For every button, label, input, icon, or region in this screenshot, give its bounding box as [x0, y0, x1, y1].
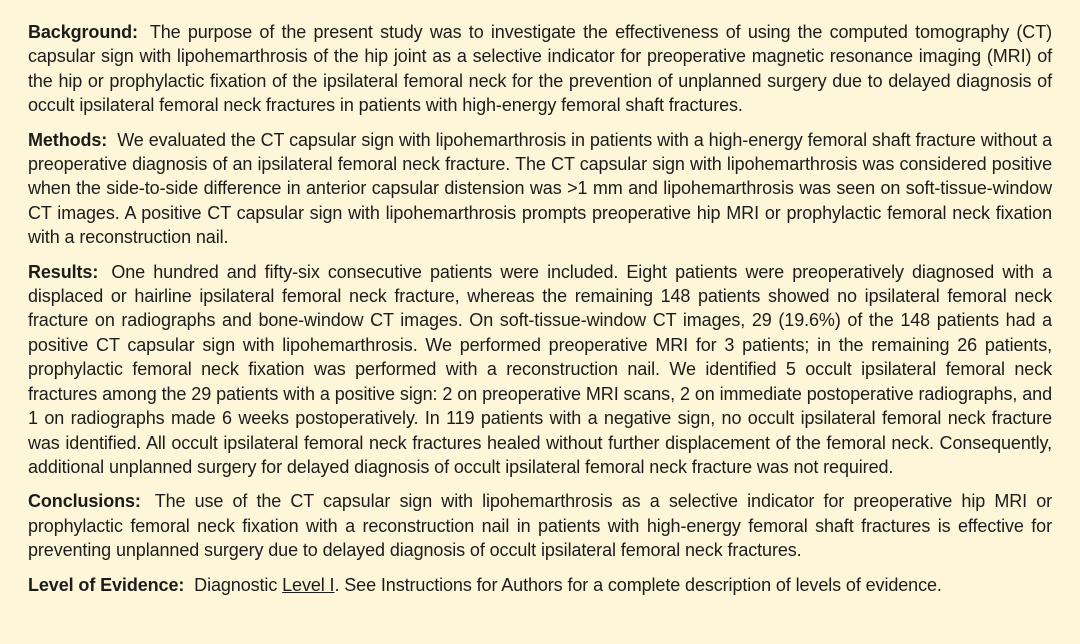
background-section — [28, 20, 1052, 118]
background-heading: Background: — [28, 22, 138, 42]
level-of-evidence-link[interactable]: Level I — [282, 574, 335, 595]
methods-section — [28, 128, 1052, 250]
abstract — [28, 20, 1052, 607]
conclusions-text: The use of the CT capsular sign with lipohemarthrosis as a selective indicator for preoperative hip MRI or prophylactic femoral neck fixation with a reconstruction nail in patients with high-energy femoral shaft fractures is effective for preventing unplanned surgery due to delayed diagnosis of occult ipsilateral femoral neck fractures. — [28, 491, 1053, 561]
level-of-evidence-section — [28, 573, 1052, 597]
methods-text: We evaluated the CT capsular sign with lipohemarthrosis in patients with a high-energy femoral shaft fracture without a preoperative diagnosis of an ipsilateral femoral neck fracture. The CT capsular sign with lipohemarthrosis was considered positive when the side-to-side difference in anterior capsular distension was >1 mm and lipohemarthrosis was seen on soft-tissue-window CT images. A positive CT capsular sign with lipohemarthrosis prompts preoperative hip MRI or prophylactic femoral neck fixation with a reconstruction nail. — [28, 129, 1052, 248]
methods-heading: Methods: — [28, 129, 108, 150]
conclusions-heading: Conclusions: — [28, 491, 141, 512]
conclusions-section — [28, 489, 1052, 562]
level-of-evidence-heading: Level of Evidence: — [28, 574, 185, 595]
level-of-evidence-prefix: Diagnostic — [194, 574, 278, 595]
results-text: One hundred and fifty-six consecutive patients were included. Eight patients were preoperatively diagnosed with a displaced or hairline ipsilateral femoral neck fracture, whereas the remaining 148 patients showed no ipsilateral femoral neck fracture on radiographs and bone-window CT images. On soft-tissue-window CT images, 29 (19.6%) of the 148 patients had a positive CT capsular sign with lipohemarthrosis. We performed preoperative MRI for 3 patients; in the remaining 26 patients, prophylactic femoral neck fixation was performed with a reconstruction nail. We identified 5 occult ipsilateral femoral neck fractures among the 29 patients with a positive sign: 2 on preoperative MRI scans, 2 on immediate postoperative radiographs, and 1 on radiographs made 6 weeks postoperatively. In 119 patients with a negative sign, no occult ipsilateral femoral neck fracture was identified. All occult ipsilateral femoral neck fractures healed without further displacement of the femoral neck. Consequently, additional unplanned surgery for delayed diagnosis of occult ipsilateral femoral neck fracture was not required. — [28, 261, 1053, 477]
results-section — [28, 260, 1052, 480]
results-heading: Results: — [28, 261, 99, 282]
level-of-evidence-suffix: . See Instructions for Authors for a complete description of levels of evidence. — [334, 574, 942, 595]
background-text: The purpose of the present study was to investigate the effectiveness of using the computed tomography (CT) capsular sign with lipohemarthrosis of the hip joint as a selective indicator for preoperative magnetic resonance imaging (MRI) of the hip or prophylactic fixation of the ipsilateral femoral neck for the prevention of unplanned surgery due to delayed diagnosis of occult ipsilateral femoral neck fractures in patients with high-energy femoral shaft fractures. — [28, 22, 1052, 116]
